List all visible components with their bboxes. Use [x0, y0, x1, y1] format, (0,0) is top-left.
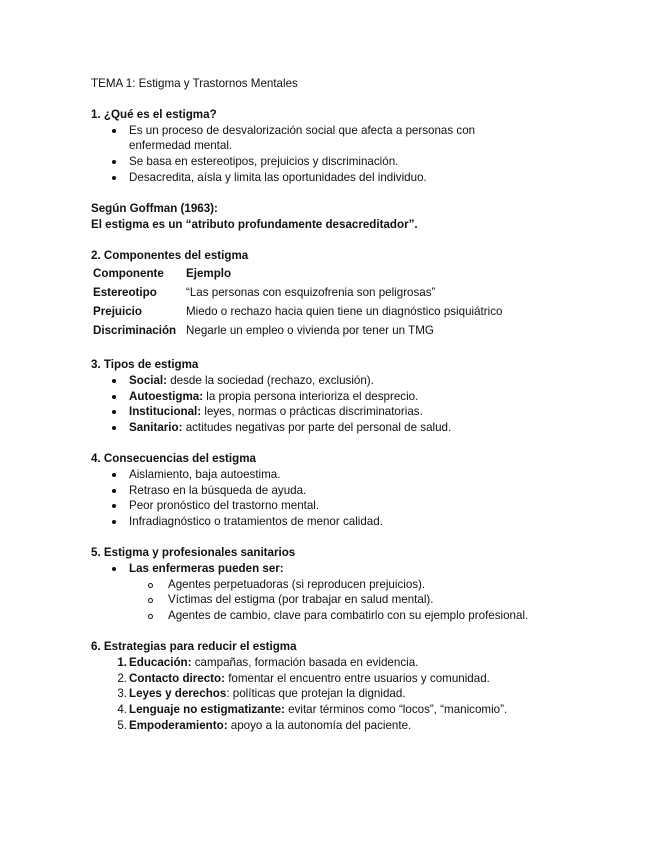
list-item	[129, 702, 507, 717]
list-item: Infradiagnóstico o tratamientos de menor calidad.	[129, 515, 383, 528]
list-number: 2.	[117, 672, 127, 685]
list-item-term: Sanitario:	[129, 421, 183, 434]
circle-bullet-icon	[147, 592, 155, 607]
table-header-component: Componente	[93, 267, 164, 280]
list-item-continuation: enfermedad mental.	[129, 139, 233, 152]
section-4-heading: 4. Consecuencias del estigma	[91, 452, 256, 465]
list-item	[129, 420, 451, 435]
list-item-term: Institucional:	[129, 405, 202, 418]
list-item	[129, 718, 411, 733]
section-6-heading: 6. Estrategias para reducir el estigma	[91, 640, 297, 653]
list-item-term: Autoestigma:	[129, 390, 204, 403]
bullet-icon	[111, 498, 119, 513]
section-1-heading: 1. ¿Qué es el estigma?	[91, 108, 217, 121]
list-number: 5.	[117, 719, 127, 732]
list-item	[129, 373, 374, 388]
list-item: Retraso en la búsqueda de ayuda.	[129, 484, 307, 497]
list-item-subheading: Las enfermeras pueden ser:	[129, 562, 284, 575]
bullet-icon	[111, 514, 119, 529]
goffman-line-2: El estigma es un “atributo profundamente desacreditador”.	[91, 218, 418, 231]
list-item-text: : políticas que protejan la dignidad.	[226, 687, 406, 700]
list-item-text: apoyo a la autonomía del paciente.	[227, 719, 412, 732]
bullet-icon	[111, 389, 119, 404]
list-item-term: Educación:	[129, 656, 192, 669]
list-item: Peor pronóstico del trastorno mental.	[129, 499, 320, 512]
list-item-text: campañas, formación basada en evidencia.	[191, 656, 419, 669]
list-item	[129, 671, 490, 686]
bullet-icon	[111, 404, 119, 419]
list-number: 1.	[117, 656, 127, 669]
table-header-example: Ejemplo	[186, 267, 232, 280]
table-cell-term: Prejuicio	[93, 305, 142, 318]
list-item	[129, 404, 423, 419]
list-item: Se basa en estereotipos, prejuicios y discriminación.	[129, 155, 399, 168]
list-item: Aislamiento, baja autoestima.	[129, 468, 281, 481]
bullet-icon	[111, 154, 119, 169]
table-cell-example: Negarle un empleo o vivienda por tener un TMG	[186, 324, 434, 337]
list-item: Es un proceso de desvalorización social que afecta a personas con	[129, 124, 476, 137]
list-item-term: Leyes y derechos	[129, 687, 227, 700]
circle-bullet-icon	[147, 608, 155, 623]
list-item	[129, 389, 418, 404]
table-cell-example: Miedo o rechazo hacia quien tiene un diagnóstico psiquiátrico	[186, 305, 503, 318]
list-item	[129, 655, 418, 670]
bullet-icon	[111, 483, 119, 498]
section-2-heading: 2. Componentes del estigma	[91, 249, 249, 262]
bullet-icon	[111, 420, 119, 435]
bullet-icon	[111, 373, 119, 388]
list-item-term: Empoderamiento:	[129, 719, 228, 732]
list-item	[129, 686, 406, 701]
sub-list-item: Agentes perpetuadoras (si reproducen prejuicios).	[168, 578, 426, 591]
list-number: 4.	[117, 703, 127, 716]
circle-bullet-icon	[147, 577, 155, 592]
table-cell-example: “Las personas con esquizofrenia son peligrosas”	[186, 286, 436, 299]
list-item-term: Contacto directo:	[129, 672, 225, 685]
goffman-line-1: Según Goffman (1963):	[91, 202, 218, 215]
section-3-heading: 3. Tipos de estigma	[91, 358, 199, 371]
document-title: TEMA 1: Estigma y Trastornos Mentales	[91, 77, 298, 90]
list-item-term: Social:	[129, 374, 168, 387]
table-cell-term: Estereotipo	[93, 286, 157, 299]
list-item-term: Lenguaje no estigmatizante:	[129, 703, 285, 716]
sub-list-item: Víctimas del estigma (por trabajar en salud mental).	[168, 593, 434, 606]
list-item-text: actitudes negativas por parte del personal de salud.	[182, 421, 452, 434]
list-item-text: leyes, normas o prácticas discriminatorias.	[201, 405, 423, 418]
section-5-heading: 5. Estigma y profesionales sanitarios	[91, 546, 296, 559]
table-cell-term: Discriminación	[93, 324, 177, 337]
bullet-icon	[111, 170, 119, 185]
list-item-text: evitar términos como “locos”, “manicomio”.	[284, 703, 508, 716]
list-item-text: la propia persona interioriza el desprecio.	[203, 390, 419, 403]
bullet-icon	[111, 467, 119, 482]
sub-list-item: Agentes de cambio, clave para combatirlo con su ejemplo profesional.	[168, 609, 529, 622]
list-item-text: desde la sociedad (rechazo, exclusión).	[167, 374, 374, 387]
bullet-icon	[111, 123, 119, 138]
bullet-icon	[111, 561, 119, 576]
list-item: Desacredita, aísla y limita las oportunidades del individuo.	[129, 171, 427, 184]
list-number: 3.	[117, 687, 127, 700]
list-item-text: fomentar el encuentro entre usuarios y comunidad.	[224, 672, 490, 685]
